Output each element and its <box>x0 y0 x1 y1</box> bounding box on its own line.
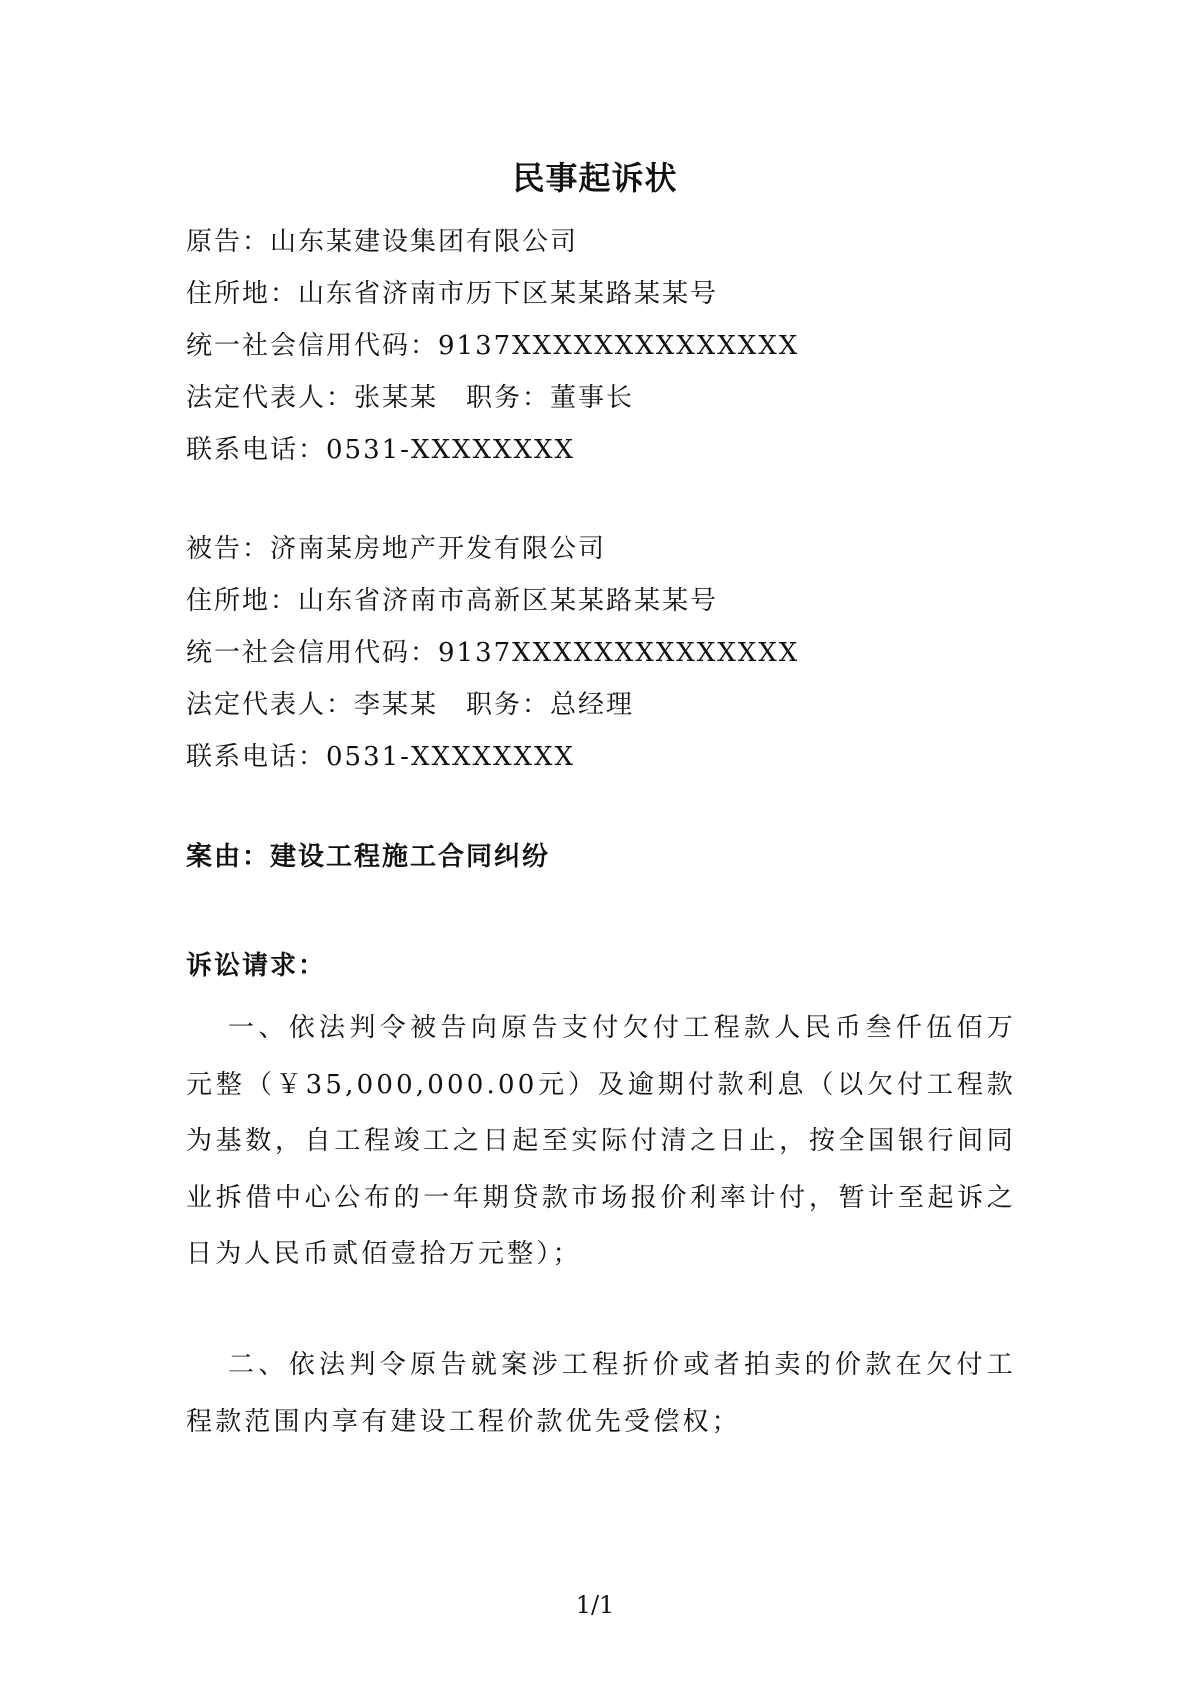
claims-heading: 诉讼请求： <box>186 951 327 981</box>
defendant-name: 被告：济南某房地产开发有限公司 <box>186 534 607 564</box>
defendant-phone: 联系电话：0531-XXXXXXXX <box>186 742 576 772</box>
defendant-representative: 法定代表人：李某某 职务：总经理 <box>186 690 635 720</box>
page-number: 1/1 <box>575 1591 615 1619</box>
document-title: 民事起诉状 <box>512 159 678 197</box>
plaintiff-representative: 法定代表人：张某某 职务：董事长 <box>186 383 635 413</box>
claim-item-2: 二、依法判令原告就案涉工程折价或者拍卖的价款在欠付工程款范围内享有建设工程价款优先受偿权； <box>186 1350 1016 1437</box>
claim-item-1: 一、依法判令被告向原告支付欠付工程款人民币叁仟伍佰万元整（￥35,000,000.00元）及逾期付款利息（以欠付工程款为基数，自工程竣工之日起至实际付清之日止，按全国银行间同业拆借中心公布的一年期贷款市场报价利率计付，暂计至起诉之日为人民币贰佰壹拾万元整）； <box>186 1013 1016 1269</box>
plaintiff-name: 原告：山东某建设集团有限公司 <box>186 227 579 257</box>
defendant-credit-code: 统一社会信用代码：9137XXXXXXXXXXXXXX <box>186 638 800 668</box>
case-cause: 案由：建设工程施工合同纠纷 <box>186 842 551 872</box>
plaintiff-phone: 联系电话：0531-XXXXXXXX <box>186 435 576 465</box>
plaintiff-credit-code: 统一社会信用代码：9137XXXXXXXXXXXXXX <box>186 331 800 361</box>
defendant-address: 住所地：山东省济南市高新区某某路某某号 <box>186 586 719 616</box>
plaintiff-address: 住所地：山东省济南市历下区某某路某某号 <box>186 279 719 309</box>
